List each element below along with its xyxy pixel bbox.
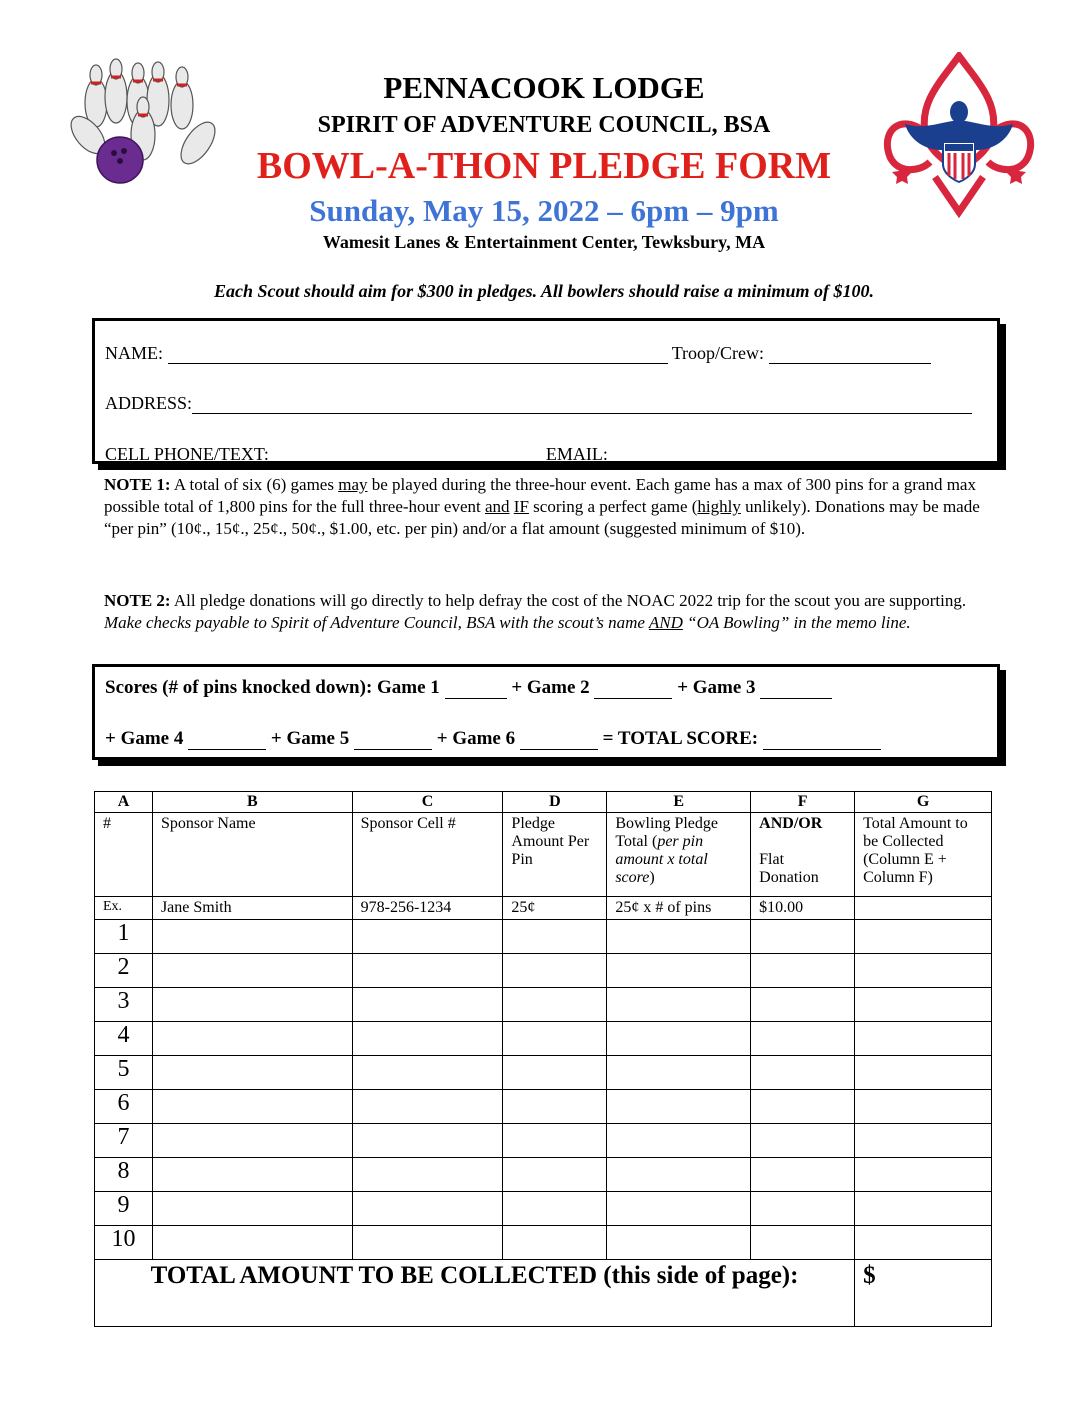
sponsor-cell-cell[interactable]: [352, 954, 503, 988]
flat-donation-cell[interactable]: [751, 988, 855, 1022]
header-number: #: [95, 813, 153, 897]
total-amount-cell[interactable]: [855, 1090, 992, 1124]
row-number: 6: [95, 1090, 153, 1124]
pledge-per-pin-cell[interactable]: [503, 1192, 607, 1226]
total-amount-cell[interactable]: [855, 1226, 992, 1260]
sponsor-name-cell[interactable]: [152, 954, 352, 988]
game-3-label: + Game 3: [677, 677, 756, 698]
note-2: [104, 590, 984, 634]
total-amount-cell[interactable]: [855, 1056, 992, 1090]
scores-row-1: [105, 677, 985, 699]
game-4-label: + Game 4: [105, 728, 184, 749]
pledge-total-cell[interactable]: [607, 1226, 751, 1260]
example-cell: 25¢ x # of pins: [607, 897, 751, 920]
pledge-per-pin-cell[interactable]: [503, 920, 607, 954]
column-letters-row: [95, 792, 992, 813]
note-2-italic: Make checks payable to Spirit of Adventure Council, BSA with the scout’s name: [104, 613, 649, 632]
note-2-italic: “OA Bowling” in the memo line.: [682, 613, 911, 632]
game-6-field[interactable]: [520, 733, 598, 750]
pledge-row: [95, 1192, 992, 1226]
example-cell: $10.00: [751, 897, 855, 920]
row-number: 7: [95, 1124, 153, 1158]
pledge-total-cell[interactable]: [607, 988, 751, 1022]
header-flat-donation-text: Flat Donation: [759, 851, 819, 886]
name-row: [105, 343, 985, 364]
game-3-field[interactable]: [760, 682, 832, 699]
header-total-amount: Total Amount to be Collected (Column E + Column F): [855, 813, 992, 897]
column-letter: G: [855, 792, 992, 813]
game-1-label: Scores (# of pins knocked down): Game 1: [105, 677, 440, 698]
sponsor-name-cell[interactable]: [152, 1056, 352, 1090]
total-amount-cell[interactable]: [855, 954, 992, 988]
pledge-row: [95, 920, 992, 954]
name-label: NAME:: [105, 343, 163, 363]
row-number: 10: [95, 1226, 153, 1260]
row-number: 5: [95, 1056, 153, 1090]
sponsor-name-cell[interactable]: [152, 988, 352, 1022]
game-2-field[interactable]: [594, 682, 672, 699]
total-amount-cell[interactable]: [855, 920, 992, 954]
note-2-label: NOTE 2:: [104, 591, 171, 610]
pledge-row: [95, 1124, 992, 1158]
total-label: TOTAL AMOUNT TO BE COLLECTED (this side of page):: [95, 1260, 855, 1327]
note-1-label: NOTE 1:: [104, 475, 171, 494]
email-field[interactable]: [608, 448, 953, 465]
scout-info-box: [92, 318, 1000, 464]
game-1-field[interactable]: [445, 682, 507, 699]
total-amount-cell[interactable]: [855, 988, 992, 1022]
row-number: 3: [95, 988, 153, 1022]
column-letter: F: [751, 792, 855, 813]
total-score-field[interactable]: [763, 733, 881, 750]
flat-donation-cell[interactable]: [751, 920, 855, 954]
sponsor-cell-cell[interactable]: [352, 988, 503, 1022]
sponsor-cell-cell[interactable]: [352, 1022, 503, 1056]
scores-row-2: [105, 728, 985, 750]
example-cell: 978-256-1234: [352, 897, 503, 920]
game-5-field[interactable]: [354, 733, 432, 750]
pledge-total-cell[interactable]: [607, 1056, 751, 1090]
sponsor-name-cell[interactable]: [152, 920, 352, 954]
phone-field[interactable]: [273, 448, 541, 465]
sponsor-name-cell[interactable]: [152, 1158, 352, 1192]
note-1-emphasis: may: [338, 475, 368, 494]
column-letter: E: [607, 792, 751, 813]
header-pledge-total-text: Bowling Pledge Total (: [615, 815, 718, 850]
header-flat-donation: [751, 813, 855, 897]
sponsor-name-cell[interactable]: [152, 1226, 352, 1260]
pledge-per-pin-cell[interactable]: [503, 1056, 607, 1090]
total-amount-cell[interactable]: [855, 1192, 992, 1226]
total-amount-field[interactable]: $: [855, 1260, 992, 1327]
form-title: BOWL-A-THON PLEDGE FORM: [256, 145, 832, 187]
example-cell: Jane Smith: [152, 897, 352, 920]
pledge-per-pin-cell[interactable]: [503, 1158, 607, 1192]
sponsor-name-cell[interactable]: [152, 1090, 352, 1124]
row-number: 9: [95, 1192, 153, 1226]
pledge-row: [95, 1056, 992, 1090]
pledge-per-pin-cell[interactable]: [503, 1226, 607, 1260]
row-number: 2: [95, 954, 153, 988]
total-amount-cell[interactable]: [855, 1124, 992, 1158]
row-number: 8: [95, 1158, 153, 1192]
address-field[interactable]: [192, 397, 972, 414]
pledge-row: [95, 1158, 992, 1192]
pledge-per-pin-cell[interactable]: [503, 1090, 607, 1124]
game-5-label: + Game 5: [270, 728, 350, 749]
header-sponsor-cell: Sponsor Cell #: [352, 813, 503, 897]
pledge-per-pin-cell[interactable]: [503, 1022, 607, 1056]
email-label: EMAIL:: [545, 444, 608, 464]
lodge-name: PENNACOOK LODGE: [383, 70, 705, 105]
address-label: ADDRESS:: [105, 393, 193, 413]
note-1-emphasis: and: [485, 497, 510, 516]
column-letter: B: [152, 792, 352, 813]
header-pledge-total: [607, 813, 751, 897]
example-cell: 25¢: [503, 897, 607, 920]
pledge-row: [95, 1226, 992, 1260]
flat-donation-cell[interactable]: [751, 1056, 855, 1090]
column-letter: C: [352, 792, 503, 813]
header-pledge-per-pin: Pledge Amount Per Pin: [503, 813, 607, 897]
sponsor-cell-cell[interactable]: [352, 1124, 503, 1158]
event-date: Sunday, May 15, 2022 – 6pm – 9pm: [309, 193, 779, 228]
header-pledge-total-formula: per pin amount x total score: [615, 833, 708, 886]
pledge-per-pin-cell[interactable]: [503, 1124, 607, 1158]
pledge-total-cell[interactable]: [607, 1124, 751, 1158]
flat-donation-cell[interactable]: [751, 1090, 855, 1124]
phone-label: CELL PHONE/TEXT:: [105, 444, 269, 464]
pledge-total-cell[interactable]: [607, 954, 751, 988]
address-row: [105, 393, 985, 414]
sponsor-cell-cell[interactable]: [352, 1192, 503, 1226]
column-letter: D: [503, 792, 607, 813]
sponsor-cell-cell[interactable]: [352, 1056, 503, 1090]
pledge-row: [95, 988, 992, 1022]
game-2-label: + Game 2: [511, 677, 590, 698]
header-and-or: AND/OR: [759, 815, 823, 832]
note-1-text: be played during the three-hour event. Each game has a max of 300 pins for a grand max possible total of 1,800 pins for the full three-hour event: [104, 475, 976, 516]
example-row: [95, 897, 992, 920]
sponsor-cell-cell[interactable]: [352, 1158, 503, 1192]
header-sponsor-name: Sponsor Name: [152, 813, 352, 897]
flat-donation-cell[interactable]: [751, 1226, 855, 1260]
note-2-emphasis: AND: [648, 613, 683, 632]
contact-row: [105, 444, 985, 465]
sponsor-cell-cell[interactable]: [352, 920, 503, 954]
note-1-text: scoring a perfect game (: [528, 497, 698, 516]
column-letter: A: [95, 792, 153, 813]
column-headers-row: [95, 813, 992, 897]
name-field[interactable]: [168, 347, 668, 364]
pledge-total-cell[interactable]: [607, 1192, 751, 1226]
total-amount-cell[interactable]: [855, 1022, 992, 1056]
game-4-field[interactable]: [188, 733, 266, 750]
pledge-per-pin-cell[interactable]: [503, 988, 607, 1022]
flat-donation-cell[interactable]: [751, 1158, 855, 1192]
note-1: [104, 474, 984, 540]
note-1-emphasis: IF: [513, 497, 529, 516]
pledge-rows: [95, 920, 992, 1260]
flat-donation-cell[interactable]: [751, 1022, 855, 1056]
total-amount-cell[interactable]: [855, 1158, 992, 1192]
total-score-label: = TOTAL SCORE:: [602, 728, 759, 749]
flat-donation-cell[interactable]: [751, 1124, 855, 1158]
example-cell: [855, 897, 992, 920]
troop-field[interactable]: [769, 347, 931, 364]
example-cell: Ex.: [95, 897, 153, 920]
note-2-text: All pledge donations will go directly to help defray the cost of the NOAC 2022 trip for the scout you are supporting.: [170, 591, 967, 610]
pledge-total-cell[interactable]: [607, 1158, 751, 1192]
pledge-total-cell[interactable]: [607, 1090, 751, 1124]
sponsor-name-cell[interactable]: [152, 1192, 352, 1226]
note-1-emphasis: highly: [697, 497, 741, 516]
pledge-goal: Each Scout should aim for $300 in pledges. All bowlers should raise a minimum of $100.: [214, 281, 874, 301]
scores-box: [92, 664, 1000, 760]
note-1-text: A total of six (6) games: [170, 475, 339, 494]
council-name: SPIRIT OF ADVENTURE COUNCIL, BSA: [317, 112, 771, 138]
pledge-per-pin-cell[interactable]: [503, 954, 607, 988]
sponsor-name-cell[interactable]: [152, 1124, 352, 1158]
row-number: 1: [95, 920, 153, 954]
total-row: [95, 1260, 992, 1327]
row-number: 4: [95, 1022, 153, 1056]
event-venue: Wamesit Lanes & Entertainment Center, Tewksbury, MA: [322, 232, 766, 252]
troop-label: Troop/Crew:: [671, 343, 765, 363]
pledge-table: [94, 791, 992, 1327]
game-6-label: + Game 6: [436, 728, 516, 749]
header-pledge-total-text: ): [649, 869, 655, 886]
pledge-total-cell[interactable]: [607, 920, 751, 954]
flat-donation-cell[interactable]: [751, 1192, 855, 1226]
note-1-text: unlikely). Donations may be made “per pin” (10¢., 15¢., 25¢., 50¢., $1.00, etc. per pin) and/or a flat amount (suggested minimum of $10).: [104, 497, 980, 538]
pledge-total-cell[interactable]: [607, 1022, 751, 1056]
flat-donation-cell[interactable]: [751, 954, 855, 988]
sponsor-cell-cell[interactable]: [352, 1090, 503, 1124]
pledge-row: [95, 1022, 992, 1056]
pledge-row: [95, 1090, 992, 1124]
sponsor-name-cell[interactable]: [152, 1022, 352, 1056]
pledge-row: [95, 954, 992, 988]
sponsor-cell-cell[interactable]: [352, 1226, 503, 1260]
